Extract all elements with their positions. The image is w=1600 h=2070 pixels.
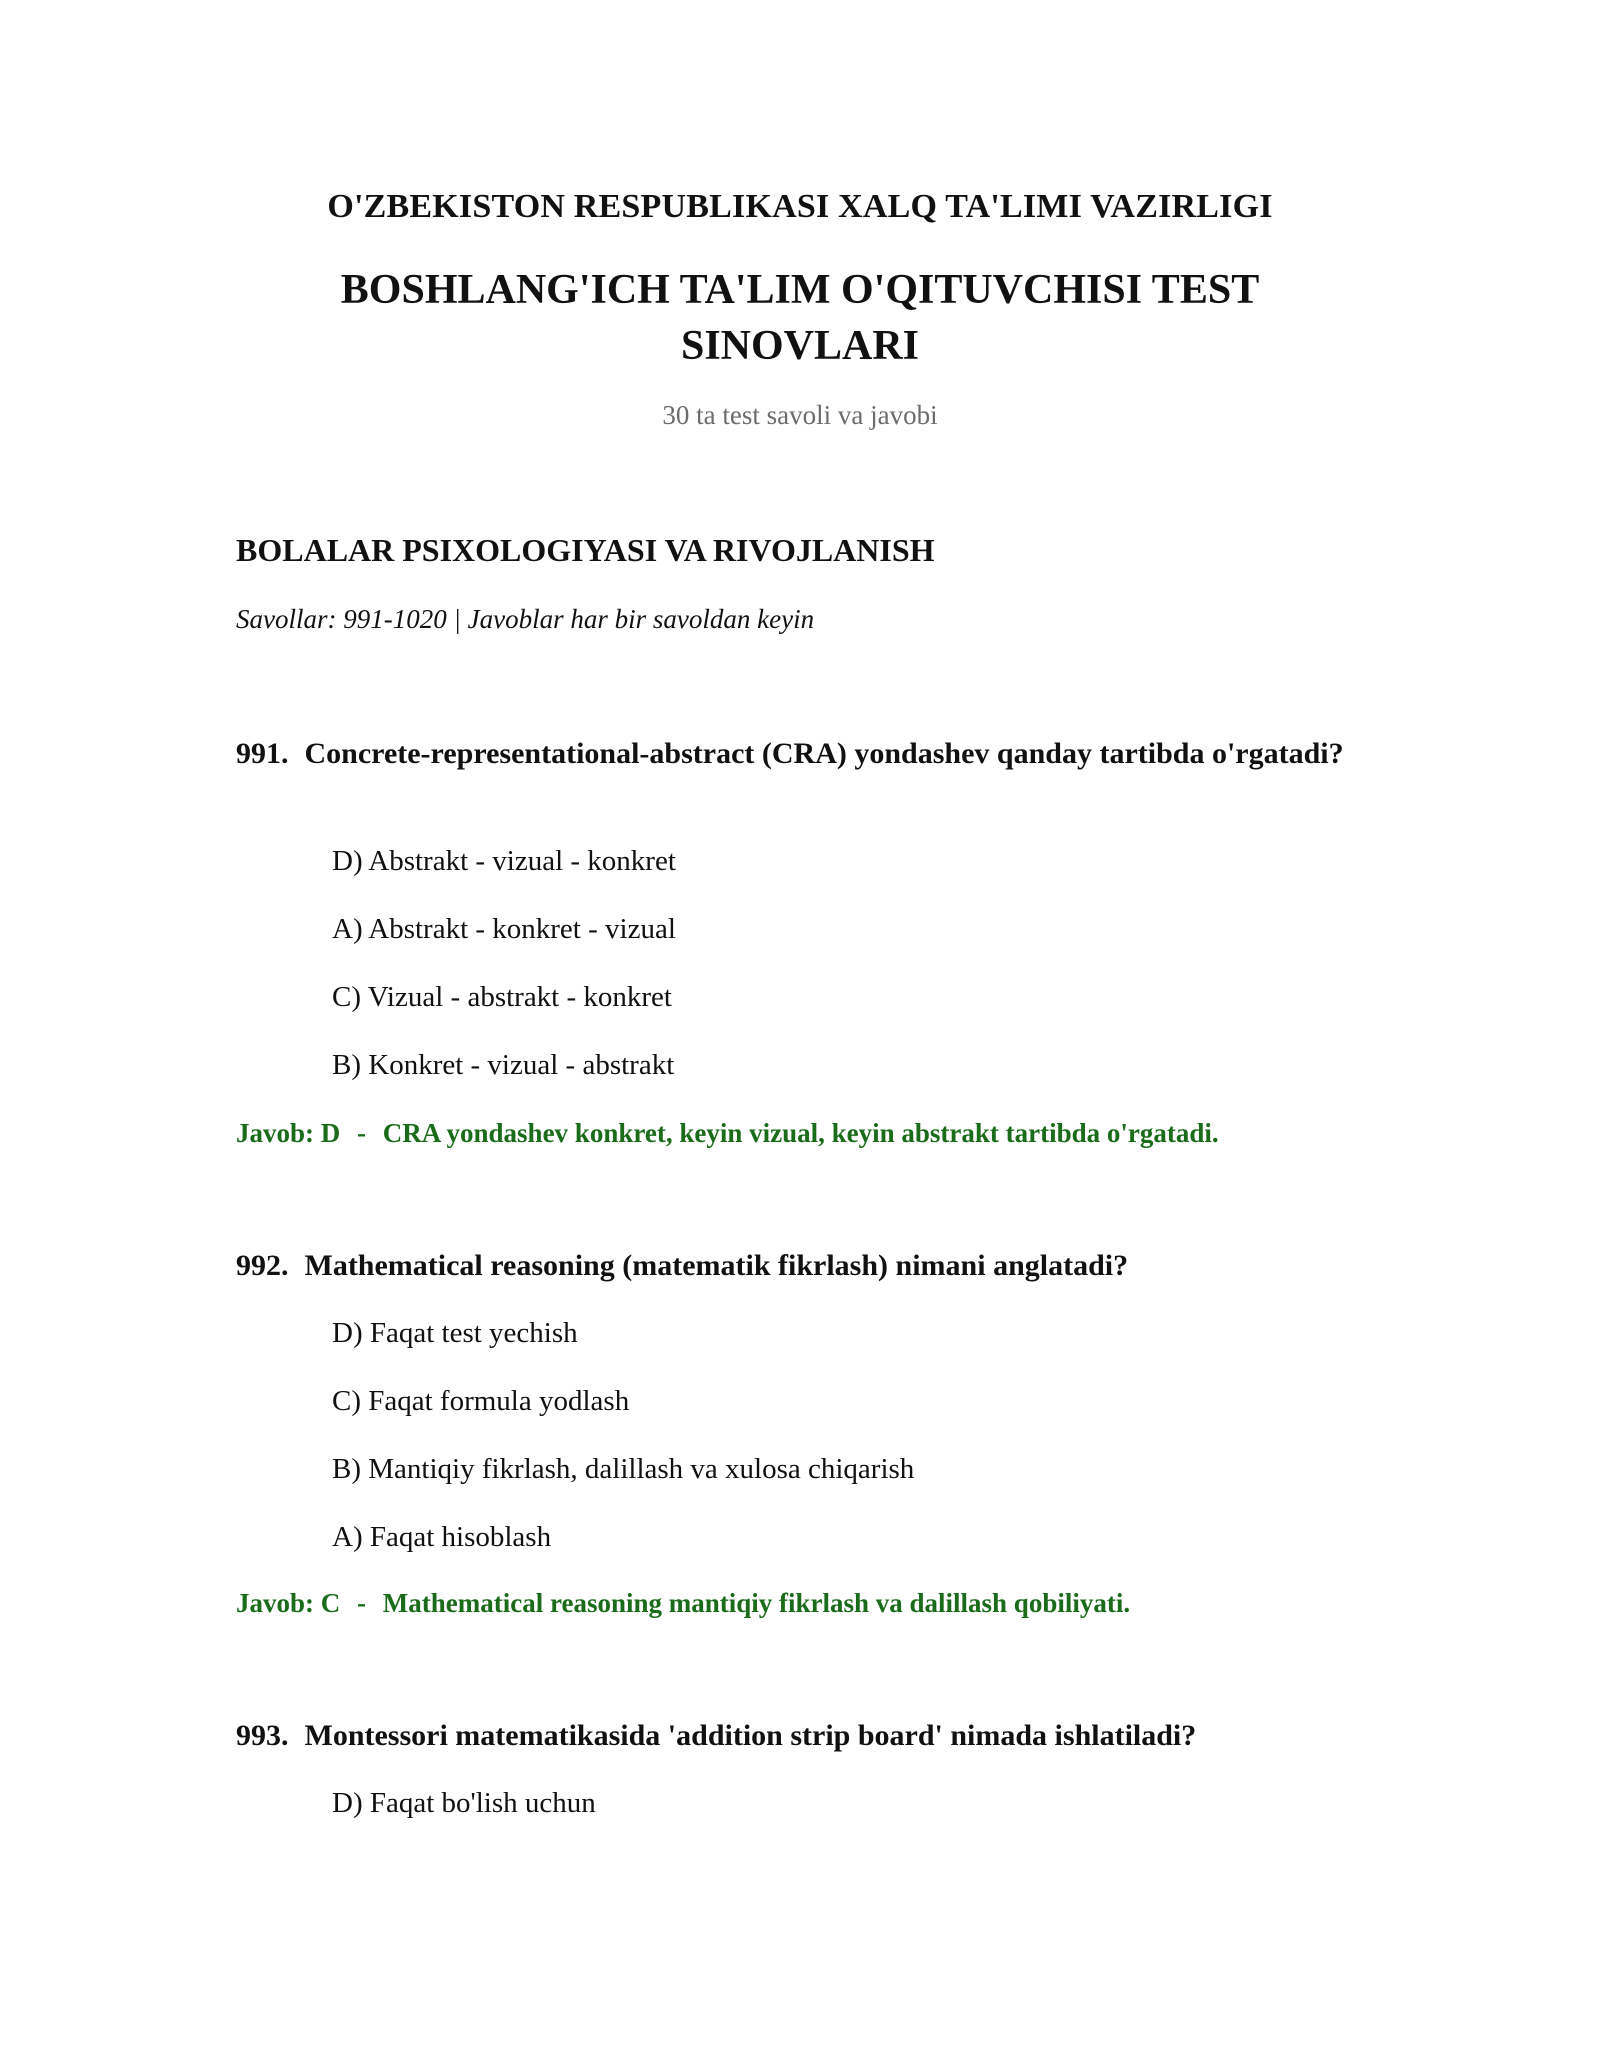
option-item: A) Faqat hisoblash [332, 1521, 552, 1553]
document-subtitle: 30 ta test savoli va javobi [662, 400, 938, 430]
answer-separator: - [357, 1118, 367, 1148]
question-number: 992. [236, 1249, 289, 1282]
option-item: B) Konkret - vizual - abstrakt [332, 1049, 675, 1081]
option-item: C) Vizual - abstrakt - konkret [332, 981, 672, 1013]
option-item: D) Faqat bo'lish uchun [332, 1787, 596, 1819]
option-item: D) Abstrakt - vizual - konkret [332, 845, 676, 877]
section-meta: Savollar: 991-1020 | Javoblar har bir savoldan keyin [236, 604, 815, 634]
question-text: Concrete-representational-abstract (CRA) yondashev qanday tartibda o'rgatadi? [304, 737, 1344, 770]
option-item: C) Faqat formula yodlash [332, 1385, 630, 1417]
answer-label: Javob: [236, 1588, 315, 1618]
answer-letter: C [320, 1588, 341, 1618]
question-text: Montessori matematikasida 'addition strip board' nimada ishlatiladi? [304, 1719, 1197, 1752]
question-text: Mathematical reasoning (matematik fikrlash) nimani anglatadi? [304, 1249, 1129, 1282]
answer-label: Javob: [236, 1118, 315, 1148]
option-item: D) Faqat test yechish [332, 1317, 578, 1349]
option-item: A) Abstrakt - konkret - vizual [332, 913, 676, 945]
section-title: BOLALAR PSIXOLOGIYASI VA RIVOJLANISH [236, 532, 935, 568]
question-993 [236, 1715, 1366, 1757]
option-item: B) Mantiqiy fikrlash, dalillash va xulosa chiqarish [332, 1453, 915, 1485]
answer-letter: D [320, 1118, 341, 1148]
question-number: 993. [236, 1719, 289, 1752]
answer-992 [236, 1588, 1130, 1619]
question-number: 991. [236, 737, 289, 770]
document-title: BOSHLANG'ICH TA'LIM O'QITUVCHISI TEST SINOVLARI [340, 267, 1260, 369]
question-991 [236, 733, 1366, 775]
answer-991 [236, 1118, 1219, 1149]
answer-explanation: CRA yondashev konkret, keyin vizual, keyin abstrakt tartibda o'rgatadi. [382, 1118, 1219, 1148]
answer-explanation: Mathematical reasoning mantiqiy fikrlash va dalillash qobiliyati. [382, 1588, 1131, 1618]
ministry-heading: O'ZBEKISTON RESPUBLIKASI XALQ TA'LIMI VAZIRLIGI [327, 188, 1273, 225]
answer-separator: - [357, 1588, 367, 1618]
question-992 [236, 1245, 1366, 1287]
